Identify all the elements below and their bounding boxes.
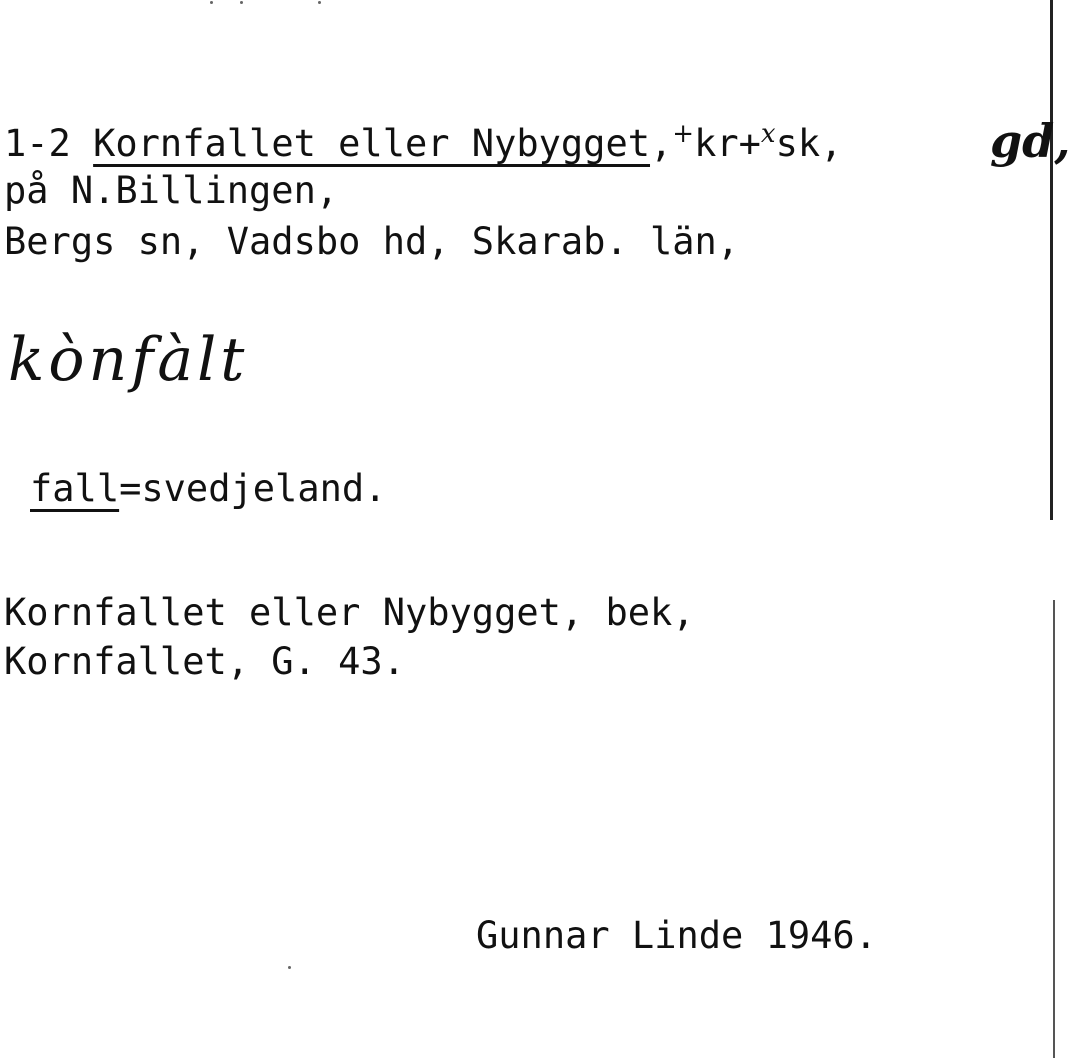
card-right-edge-lower xyxy=(1053,600,1055,1058)
etymology-line xyxy=(30,467,387,510)
signature-author: Gunnar Linde xyxy=(476,914,744,957)
speck xyxy=(240,1,243,4)
source-line-2: Kornfallet, G. 43. xyxy=(4,640,405,683)
entry-number: 1-2 xyxy=(4,122,94,165)
etymology-definition: =svedjeland. xyxy=(119,467,387,510)
speck xyxy=(288,966,291,969)
heading-line xyxy=(4,119,843,165)
speck xyxy=(318,1,321,4)
speck xyxy=(210,1,213,4)
handwritten-gd-note: gd, xyxy=(990,114,1070,168)
sk-mark: x xyxy=(760,119,776,149)
location-line: på N.Billingen, xyxy=(4,169,339,212)
source-line-1: Kornfallet eller Nybygget, bek, xyxy=(4,591,695,634)
place-name: Kornfallet eller Nybygget xyxy=(93,122,651,165)
parish-line: Bergs sn, Vadsbo hd, Skarab. län, xyxy=(4,220,740,263)
phonetic-transcription: kònfàlt xyxy=(8,325,249,395)
category-kr: kr+ xyxy=(694,122,761,165)
signature-year: 1946. xyxy=(765,914,877,957)
kr-mark: + xyxy=(672,119,695,149)
signature xyxy=(476,914,877,957)
etymology-term: fall xyxy=(30,467,120,510)
card-right-edge xyxy=(1050,0,1053,520)
heading-comma: , xyxy=(650,122,673,165)
category-sk: sk, xyxy=(775,122,843,165)
